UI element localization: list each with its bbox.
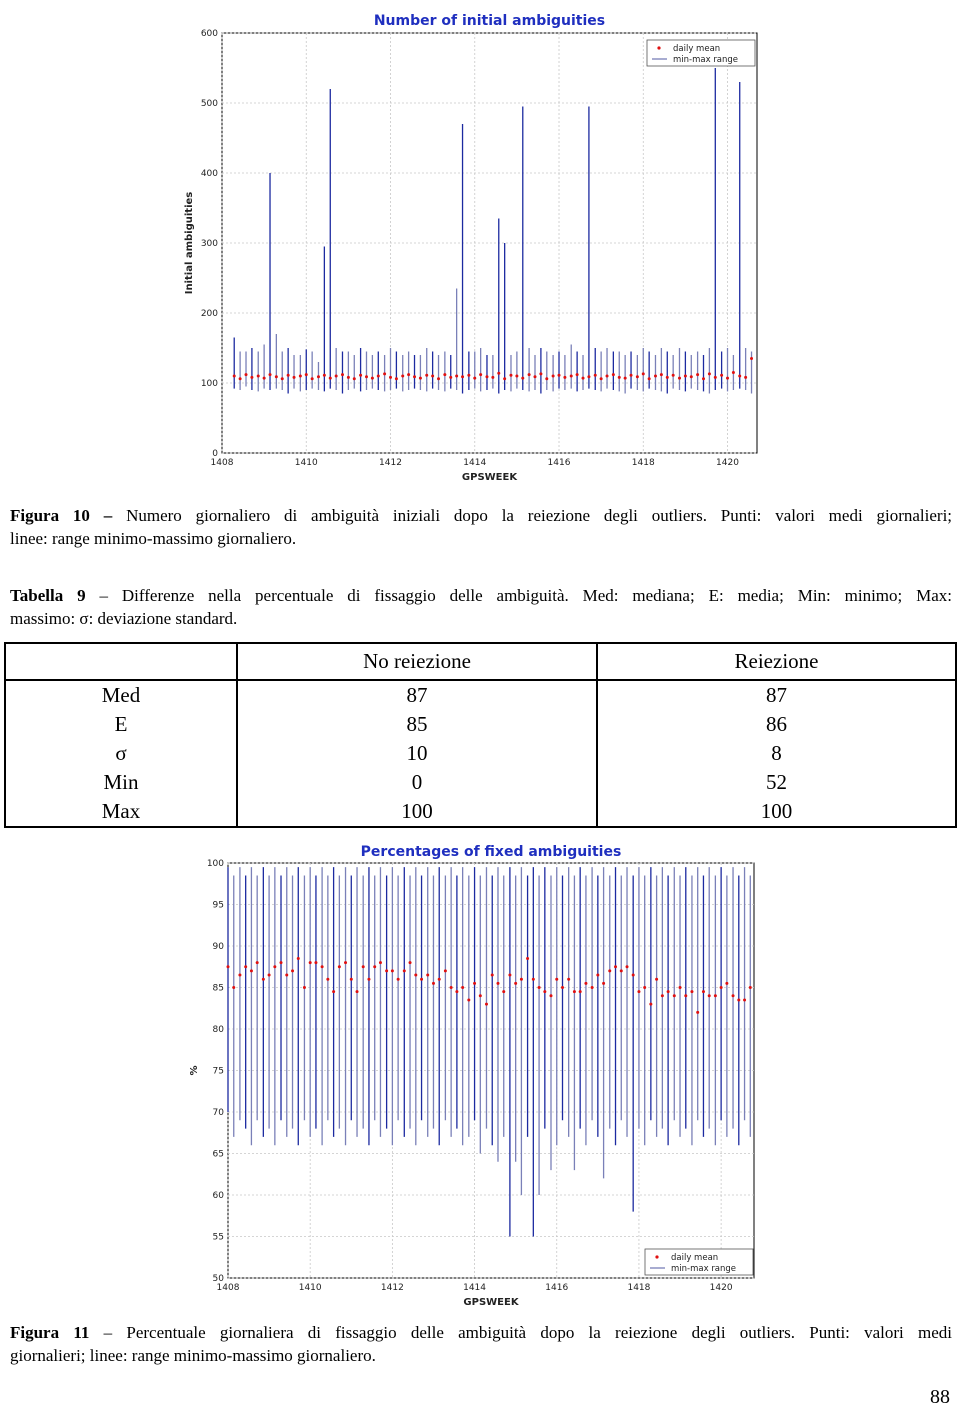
y-tick-label: 70	[212, 1108, 224, 1118]
table-cell: 10	[237, 739, 597, 768]
table-9-caption-line2: massimo: σ: deviazione standard.	[10, 609, 238, 628]
plot-area	[228, 863, 754, 1278]
mean-point	[679, 986, 682, 989]
mean-point	[344, 961, 347, 964]
table-cell: 87	[237, 680, 597, 710]
x-tick-label: 1416	[547, 458, 571, 468]
mean-point	[749, 986, 752, 989]
mean-point	[532, 978, 535, 981]
mean-point	[567, 978, 570, 981]
y-tick-label: 500	[200, 99, 218, 109]
mean-point	[661, 994, 664, 997]
table-cell-label: Min	[5, 768, 237, 797]
mean-point	[391, 969, 394, 972]
mean-point	[473, 982, 476, 985]
mean-point	[338, 965, 341, 968]
legend-mean-marker	[655, 1255, 658, 1258]
table-cell-label: σ	[5, 739, 237, 768]
mean-point	[508, 974, 511, 977]
mean-point	[356, 990, 359, 993]
mean-point	[455, 990, 458, 993]
mean-point	[285, 974, 288, 977]
mean-point	[485, 1003, 488, 1006]
figure-10-caption-line2: linee: range minimo-massimo giornaliero.	[10, 529, 297, 548]
mean-point	[403, 969, 406, 972]
y-tick-label: 200	[200, 309, 218, 319]
mean-point	[444, 969, 447, 972]
mean-point	[426, 974, 429, 977]
mean-point	[461, 986, 464, 989]
mean-point	[297, 957, 300, 960]
mean-point	[332, 990, 335, 993]
x-tick-label: 1418	[627, 1283, 651, 1293]
legend-label-mean: daily mean	[673, 44, 721, 54]
mean-point	[549, 994, 552, 997]
table-cell: 100	[237, 797, 597, 827]
table-cell-label: Max	[5, 797, 237, 827]
mean-point	[273, 965, 276, 968]
figure-10-label: Figura 10	[10, 506, 90, 525]
y-tick-label: 65	[212, 1149, 224, 1160]
mean-point	[373, 965, 376, 968]
mean-point	[737, 998, 740, 1001]
mean-point	[414, 974, 417, 977]
mean-point	[514, 982, 517, 985]
mean-point	[262, 978, 265, 981]
y-tick-label: 80	[212, 1025, 224, 1035]
table-cell: 52	[597, 768, 956, 797]
table-header-no-reiezione: No reiezione	[237, 643, 597, 680]
mean-point	[291, 969, 294, 972]
figure-10-caption-line1: Numero giornaliero di ambiguità iniziali dopo la reiezione degli outliers. Punti: valori medi giornalieri;	[126, 506, 953, 525]
mean-point	[244, 965, 247, 968]
mean-point	[432, 982, 435, 985]
mean-point	[614, 965, 617, 968]
mean-point	[591, 986, 594, 989]
x-axis-label: GPSWEEK	[463, 1297, 519, 1308]
mean-point	[655, 978, 658, 981]
mean-point	[702, 990, 705, 993]
mean-point	[708, 994, 711, 997]
mean-point	[643, 986, 646, 989]
table-cell-label: Med	[5, 680, 237, 710]
x-tick-label: 1410	[294, 458, 318, 468]
y-tick-label: 100	[200, 379, 218, 389]
mean-point	[608, 969, 611, 972]
table-9-label: Tabella 9	[10, 586, 86, 605]
y-tick-label: 95	[212, 900, 224, 911]
page-number: 88	[930, 1386, 950, 1408]
mean-point	[250, 969, 253, 972]
mean-point	[496, 982, 499, 985]
mean-point	[579, 990, 582, 993]
figure-11-caption	[10, 1321, 952, 1367]
y-tick-label: 0	[212, 449, 218, 459]
table-cell-label: E	[5, 710, 237, 739]
mean-point	[314, 961, 317, 964]
mean-point	[725, 982, 728, 985]
y-tick-label: 400	[200, 169, 218, 179]
table-cell: 100	[597, 797, 956, 827]
mean-point	[626, 965, 629, 968]
mean-point	[256, 961, 259, 964]
mean-point	[649, 1003, 652, 1006]
mean-point	[602, 982, 605, 985]
mean-point	[268, 974, 271, 977]
mean-point	[637, 990, 640, 993]
x-tick-label: 1414	[463, 1283, 487, 1293]
x-tick-label: 1408	[210, 458, 234, 468]
mean-point	[573, 990, 576, 993]
x-tick-label: 1420	[716, 458, 739, 468]
table-cell: 85	[237, 710, 597, 739]
figure-11-dash: –	[103, 1323, 113, 1342]
mean-point	[714, 994, 717, 997]
mean-point	[385, 969, 388, 972]
legend-label-mean: daily mean	[671, 1253, 719, 1263]
y-tick-label: 60	[212, 1191, 224, 1201]
y-tick-label: 300	[200, 239, 218, 249]
mean-point	[438, 978, 441, 981]
mean-point	[326, 978, 329, 981]
x-tick-label: 1412	[380, 1283, 404, 1293]
y-tick-label: 85	[212, 983, 224, 994]
figure-10-dash: –	[103, 506, 113, 525]
mean-point	[467, 998, 470, 1001]
table-cell: 87	[597, 680, 956, 710]
mean-point	[596, 974, 599, 977]
table-9-dash: –	[99, 586, 108, 605]
y-tick-label: 55	[212, 1232, 224, 1243]
x-tick-label: 1408	[216, 1283, 240, 1293]
mean-point	[502, 990, 505, 993]
mean-point	[543, 990, 546, 993]
mean-point	[561, 986, 564, 989]
mean-point	[479, 994, 482, 997]
x-tick-label: 1410	[298, 1283, 322, 1293]
mean-point	[321, 965, 324, 968]
x-tick-label: 1420	[709, 1283, 733, 1293]
mean-point	[362, 965, 365, 968]
mean-point	[379, 961, 382, 964]
figure-11-caption-line1: Percentuale giornaliera di fissaggio delle ambiguità dopo la reiezione degli outliers. Punti: valori medi	[126, 1323, 953, 1342]
y-tick-label: 50	[212, 1274, 224, 1284]
mean-point	[303, 986, 306, 989]
mean-point	[732, 994, 735, 997]
mean-point	[667, 990, 670, 993]
figure-11-caption-line2: giornalieri; linee: range minimo-massimo giornaliero.	[10, 1346, 376, 1365]
y-tick-label: 90	[212, 942, 224, 952]
mean-point	[491, 974, 494, 977]
x-axis-label: GPSWEEK	[461, 472, 518, 483]
mean-point	[409, 961, 412, 964]
mean-point	[620, 969, 623, 972]
y-axis-label: %	[189, 1065, 200, 1076]
x-tick-label: 1412	[379, 458, 402, 468]
mean-point	[232, 986, 235, 989]
mean-point	[584, 982, 587, 985]
x-tick-label: 1414	[463, 458, 487, 468]
chart-title: Percentages of fixed ambiguities	[360, 844, 622, 860]
mean-point	[350, 978, 353, 981]
table-cell: 0	[237, 768, 597, 797]
y-tick-label: 100	[206, 859, 224, 869]
mean-point	[367, 978, 370, 981]
figure-11-label: Figura 11	[10, 1323, 90, 1342]
mean-point	[238, 974, 241, 977]
table-cell: 86	[597, 710, 956, 739]
chart-title: Number of initial ambiguities	[373, 13, 606, 29]
mean-point	[309, 961, 312, 964]
mean-point	[673, 994, 676, 997]
x-tick-label: 1418	[631, 458, 655, 468]
mean-point	[684, 994, 687, 997]
y-axis-label: Initial ambiguities	[184, 191, 195, 295]
mean-point	[743, 998, 746, 1001]
mean-point	[538, 986, 541, 989]
mean-point	[450, 986, 453, 989]
mean-point	[720, 986, 723, 989]
mean-point	[526, 957, 529, 960]
mean-point	[280, 961, 283, 964]
mean-point	[555, 978, 558, 981]
y-tick-label: 75	[212, 1066, 224, 1077]
mean-point	[420, 978, 423, 981]
y-tick-label: 600	[200, 29, 218, 39]
mean-point	[227, 965, 230, 968]
mean-point	[520, 978, 523, 981]
mean-point	[632, 974, 635, 977]
mean-point	[696, 1011, 699, 1014]
table-header-reiezione: Reiezione	[597, 643, 956, 680]
legend-label-range: min-max range	[671, 1264, 737, 1274]
mean-point	[397, 978, 400, 981]
table-9-caption-line1: Differenze nella percentuale di fissaggio delle ambiguità. Med: mediana; E: media; Min: minimo; Max:	[121, 586, 953, 605]
x-tick-label: 1416	[545, 1283, 569, 1293]
table-cell: 8	[597, 739, 956, 768]
legend-label-range: min-max range	[673, 55, 739, 65]
mean-point	[690, 990, 693, 993]
